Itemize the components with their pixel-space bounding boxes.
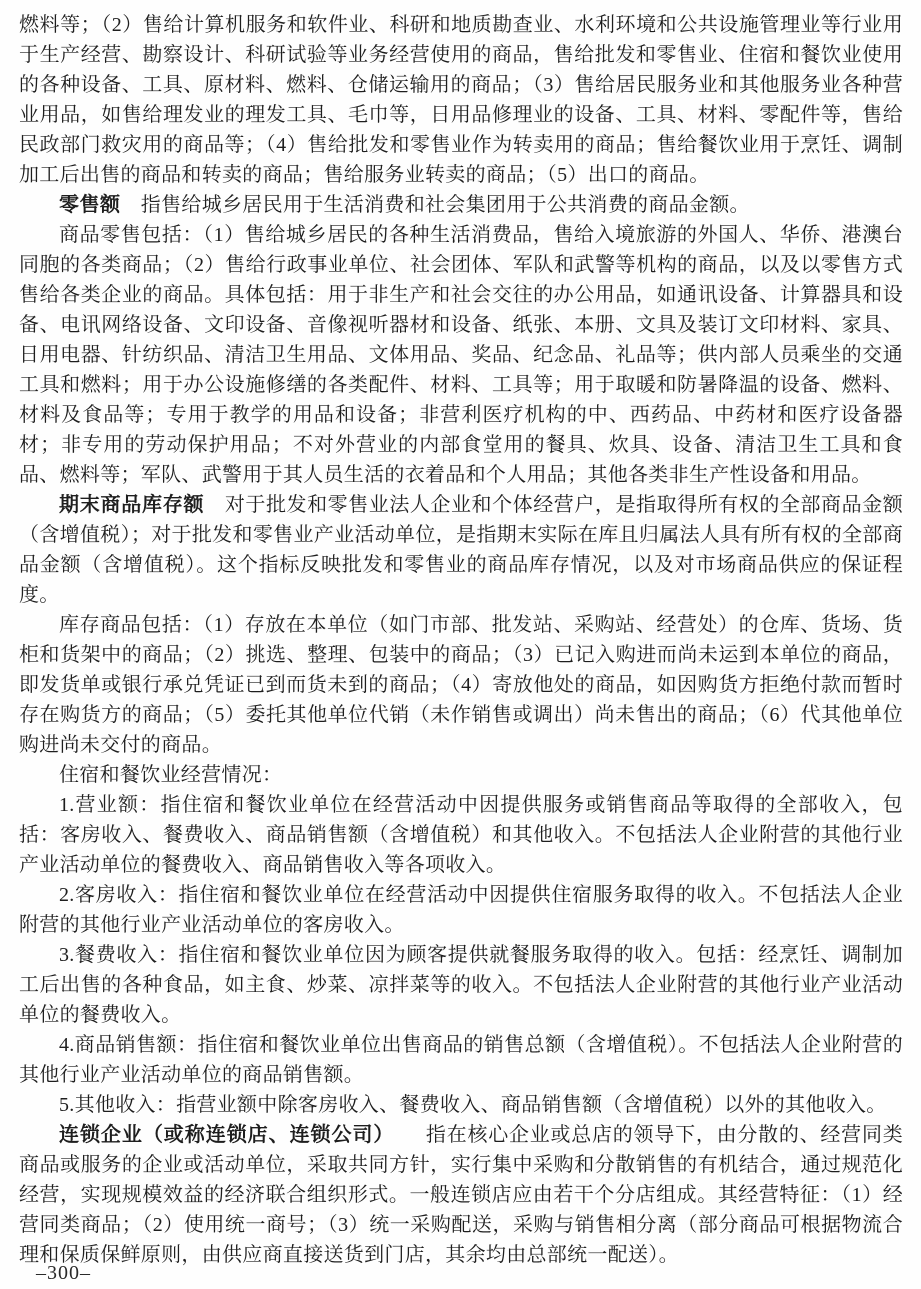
- page-number: –300–: [36, 1262, 91, 1284]
- para-hotel-catering-heading: [19, 760, 903, 790]
- para-retail-includes: [19, 220, 903, 490]
- para-other-revenue: [19, 1090, 903, 1120]
- para-body: 库存商品包括：（1）存放在本单位（如门市部、批发站、采购站、经营处）的仓库、货场、货柜和货架中的商品；（2）挑选、整理、包装中的商品；（3）已记入购进而尚未运到本单位的商品，即发货单或银行承兑凭证已到而货未到的商品；（4）寄放他处的商品，如因购货方拒绝付款而暂时存在购货方的商品；（5）委托其他单位代销（未作销售或调出）尚未售出的商品；（6）代其他单位购进尚未交付的商品。: [19, 614, 903, 756]
- para-body: 商品零售包括：（1）售给城乡居民的各种生活消费品，售给入境旅游的外国人、华侨、港澳台同胞的各类商品；（2）售给行政事业单位、社会团体、军队和武警等机构的商品，以及以零售方式售给各类企业的商品。具体包括：用于非生产和社会交往的办公用品，如通讯设备、计算器具和设备、电讯网络设备、文印设备、音像视听器材和设备、纸张、本册、文具及装订文印材料、家具、日用电器、针纺织品、清洁卫生用品、文体用品、奖品、纪念品、礼品等；供内部人员乘坐的交通工具和燃料；用于办公设施修缮的各类配件、材料、工具等；用于取暖和防暑降温的设备、燃料、材料及食品等；专用于教学的用品和设备；非营利医疗机构的中、西药品、中药材和医疗设备器材；非专用的劳动保护用品；不对外营业的内部食堂用的餐具、炊具、设备、清洁卫生工具和食品、燃料等；军队、武警用于其人员生活的衣着品和个人用品；其他各类非生产性设备和用品。: [19, 224, 903, 486]
- para-body: 住宿和餐饮业经营情况：: [59, 764, 283, 786]
- para-body: 2.客房收入：指住宿和餐饮业单位在经营活动中因提供住宿服务取得的收入。不包括法人企业附营的其他行业产业活动单位的客房收入。: [19, 884, 903, 936]
- term-ending-inventory: 期末商品库存额: [59, 494, 205, 516]
- para-turnover: [19, 790, 903, 880]
- para-body: 3.餐费收入：指住宿和餐饮业单位因为顾客提供就餐服务取得的收入。包括：经烹饪、调制加工后出售的各种食品，如主食、炒菜、凉拌菜等的收入。不包括法人企业附营的其他行业产业活动单位的餐费收入。: [19, 944, 903, 1026]
- para-body: 5.其他收入：指营业额中除客房收入、餐费收入、商品销售额（含增值税）以外的其他收入。: [59, 1094, 887, 1116]
- para-body: 1.营业额：指住宿和餐饮业单位在经营活动中因提供服务或销售商品等取得的全部收入，包括：客房收入、餐费收入、商品销售额（含增值税）和其他收入。不包括法人企业附营的其他行业产业活动单位的餐费收入、商品销售收入等各项收入。: [19, 794, 903, 876]
- para-room-revenue: [19, 880, 903, 940]
- para-body: 对于批发和零售业法人企业和个体经营户，是指取得所有权的全部商品金额（含增值税）；对于批发和零售业产业活动单位，是指期末实际在库且归属法人具有所有权的全部商品金额（含增值税）。这个指标反映批发和零售业的商品库存情况，以及对市场商品供应的保证程度。: [19, 494, 904, 606]
- term-retail-sales-amount: 零售额: [59, 194, 121, 216]
- para-continuation: [19, 10, 903, 190]
- para-body: 燃料等；（2）售给计算机服务和软件业、科研和地质勘查业、水利环境和公共设施管理业等行业用于生产经营、勘察设计、科研试验等业务经营使用的商品，售给批发和零售业、住宿和餐饮业使用的各种设备、工具、原材料、燃料、仓储运输用的商品；（3）售给居民服务业和其他服务业各种营业用品，如售给理发业的理发工具、毛巾等，日用品修理业的设备、工具、材料、零配件等，售给民政部门救灾用的商品等；（4）售给批发和零售业作为转卖用的商品；售给餐饮业用于烹饪、调制加工后出售的商品和转卖的商品；售给服务业转卖的商品；（5）出口的商品。: [19, 14, 903, 186]
- para-ending-inventory: [19, 490, 903, 610]
- para-inventory-includes: [19, 610, 903, 760]
- para-retail-sales-amount: [19, 190, 903, 220]
- para-goods-sales-amount: [19, 1030, 903, 1090]
- para-body: 指售给城乡居民用于生活消费和社会集团用于公共消费的商品金额。: [120, 194, 750, 216]
- para-chain-enterprise: [19, 1120, 903, 1270]
- para-body: 指在核心企业或总店的领导下，由分散的、经营同类商品或服务的企业或活动单位，采取共同方针，实行集中采购和分散销售的有机结合，通过规范化经营，实现规模效益的经济联合组织形式。一般连锁店应由若干个分店组成。其经营特征：（1）经营同类商品；（2）使用统一商号；（3）统一采购配送，采购与销售相分离（部分商品可根据物流合理和保质保鲜原则，由供应商直接送货到门店，其余均由总部统一配送）。: [19, 1124, 904, 1266]
- para-meal-revenue: [19, 940, 903, 1030]
- para-body: 4.商品销售额：指住宿和餐饮业单位出售商品的销售总额（含增值税）。不包括法人企业附营的其他行业产业活动单位的商品销售额。: [19, 1034, 903, 1086]
- term-chain-enterprise: 连锁企业（或称连锁店、连锁公司）: [59, 1124, 385, 1146]
